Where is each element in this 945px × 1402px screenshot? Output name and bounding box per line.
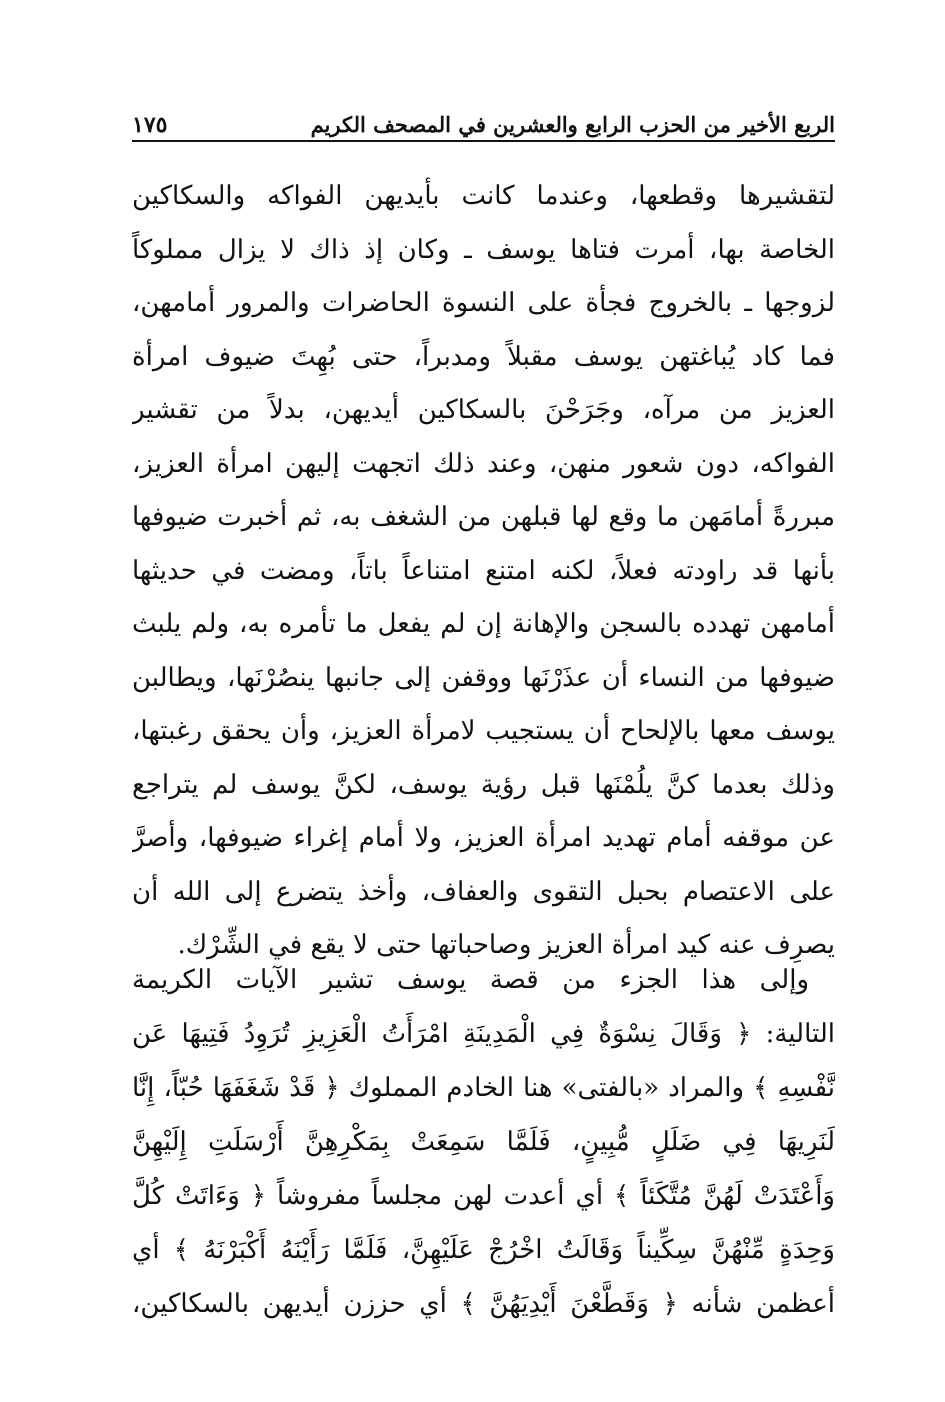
quran-verse-line: وَحِدَةٍ مِّنْهُنَّ سِكِّيناً وَقَالَتُ اخْرُجْ عَلَيْهِنَّ، فَلَمَّا رَأَيْنَهُ أَكْبَرْنَهُ ﴾ أي [132, 1235, 835, 1265]
quran-verse-line: أعظمن شأنه ﴿ وَقَطَّعْنَ أَيْدِيَهُنَّ ﴾ أي حززن أيديهن بالسكاكين، [132, 1289, 835, 1319]
quran-verse-line: وَأَعْتَدَتْ لَهُنَّ مُتَّكَئاً ﴾ أي أعدت لهن مجلساً مفروشاً ﴿ وَءَاتَتْ كُلَّ [132, 1181, 835, 1211]
text-line: يصرِف عنه كيد امرأة العزيز وصاحباتها حتى لا يقع في الشِّرْك. [177, 930, 835, 960]
quran-verse-line: التالية: ﴿ وَقَالَ نِسْوَةٌ فِي الْمَدِينَةِ امْرَأَتُ الْعَزِيزِ تُرَوِدُ فَتِيهَا عَن [132, 1019, 835, 1049]
text-line: العزيز من مرآه، وجَرَحْنَ بالسكاكين أيديهن، بدلاً من تقشير [132, 395, 835, 425]
text-line: الفواكه، دون شعور منهن، وعند ذلك اتجهت إليهن امرأة العزيز، [132, 448, 835, 479]
paragraph-1 [132, 170, 835, 973]
page-number: ١٧٥ [132, 112, 168, 138]
text-line: عن موقفه أمام تهديد امرأة العزيز، ولا أمام إغراء ضيوفها، وأصرَّ [132, 823, 835, 853]
text-line: أمامهن تهدده بالسجن والإهانة إن لم يفعل ما تأمره به، ولم يلبث [132, 609, 835, 639]
text-line: ضيوفها من النساء أن عذَرْنَها ووقفن إلى جانبها ينصُرْنَها، ويطالبن [132, 662, 835, 693]
text-line: وإلى هذا الجزء من قصة يوسف تشير الآيات الكريمة [132, 965, 809, 995]
quran-verse-line: نَّفْسِهِ ﴾ والمراد «بالفتى» هنا الخادم المملوك ﴿ قَدْ شَغَفَهَا حُبّاً، إِنَّا [132, 1073, 835, 1103]
text-line: لتقشيرها وقطعها، وعندما كانت بأيديهن الفواكه والسكاكين [132, 181, 835, 211]
text-line: وذلك بعدما كنَّ يلُمْنَها قبل رؤية يوسف، لكنَّ يوسف لم يتراجع [132, 769, 835, 800]
page-header [132, 96, 835, 140]
quran-verse-line: لَنَرِيهَا فِي ضَلَلٍ مُّبِينٍ، فَلَمَّا سَمِعَتْ بِمَكْرِهِنَّ أَرْسَلَتِ إِلَيْهِنَّ [132, 1127, 835, 1157]
text-line: على الاعتصام بحبل التقوى والعفاف، وأخذ يتضرع إلى الله أن [132, 876, 835, 907]
text-line: فما كاد يُباغتهن يوسف مقبلاً ومدبراً، حتى بُهِتَ ضيوف امرأة [132, 341, 835, 372]
text-line: لزوجها ـ بالخروج فجأة على النسوة الحاضرات والمرور أمامهن، [132, 288, 835, 318]
text-line: يوسف معها بالإلحاح أن يستجيب لامرأة العزيز، وأن يحقق رغبتها، [132, 716, 835, 746]
paragraph-2 [132, 953, 835, 1331]
text-line: بأنها قد راودته فعلاً، لكنه امتنع امتناعاً باتاً، ومضت في حديثها [132, 555, 835, 586]
text-line: الخاصة بها، أمرت فتاها يوسف ـ وكان إذ ذاك لا يزال مملوكاً [132, 234, 835, 265]
running-title: الربع الأخير من الحزب الرابع والعشرين في المصحف الكريم [310, 112, 835, 137]
header-rule [132, 140, 835, 142]
text-line: مبررةً أمامَهن ما وقع لها قبلهن من الشغف به، ثم أخبرت ضيوفها [132, 502, 835, 532]
